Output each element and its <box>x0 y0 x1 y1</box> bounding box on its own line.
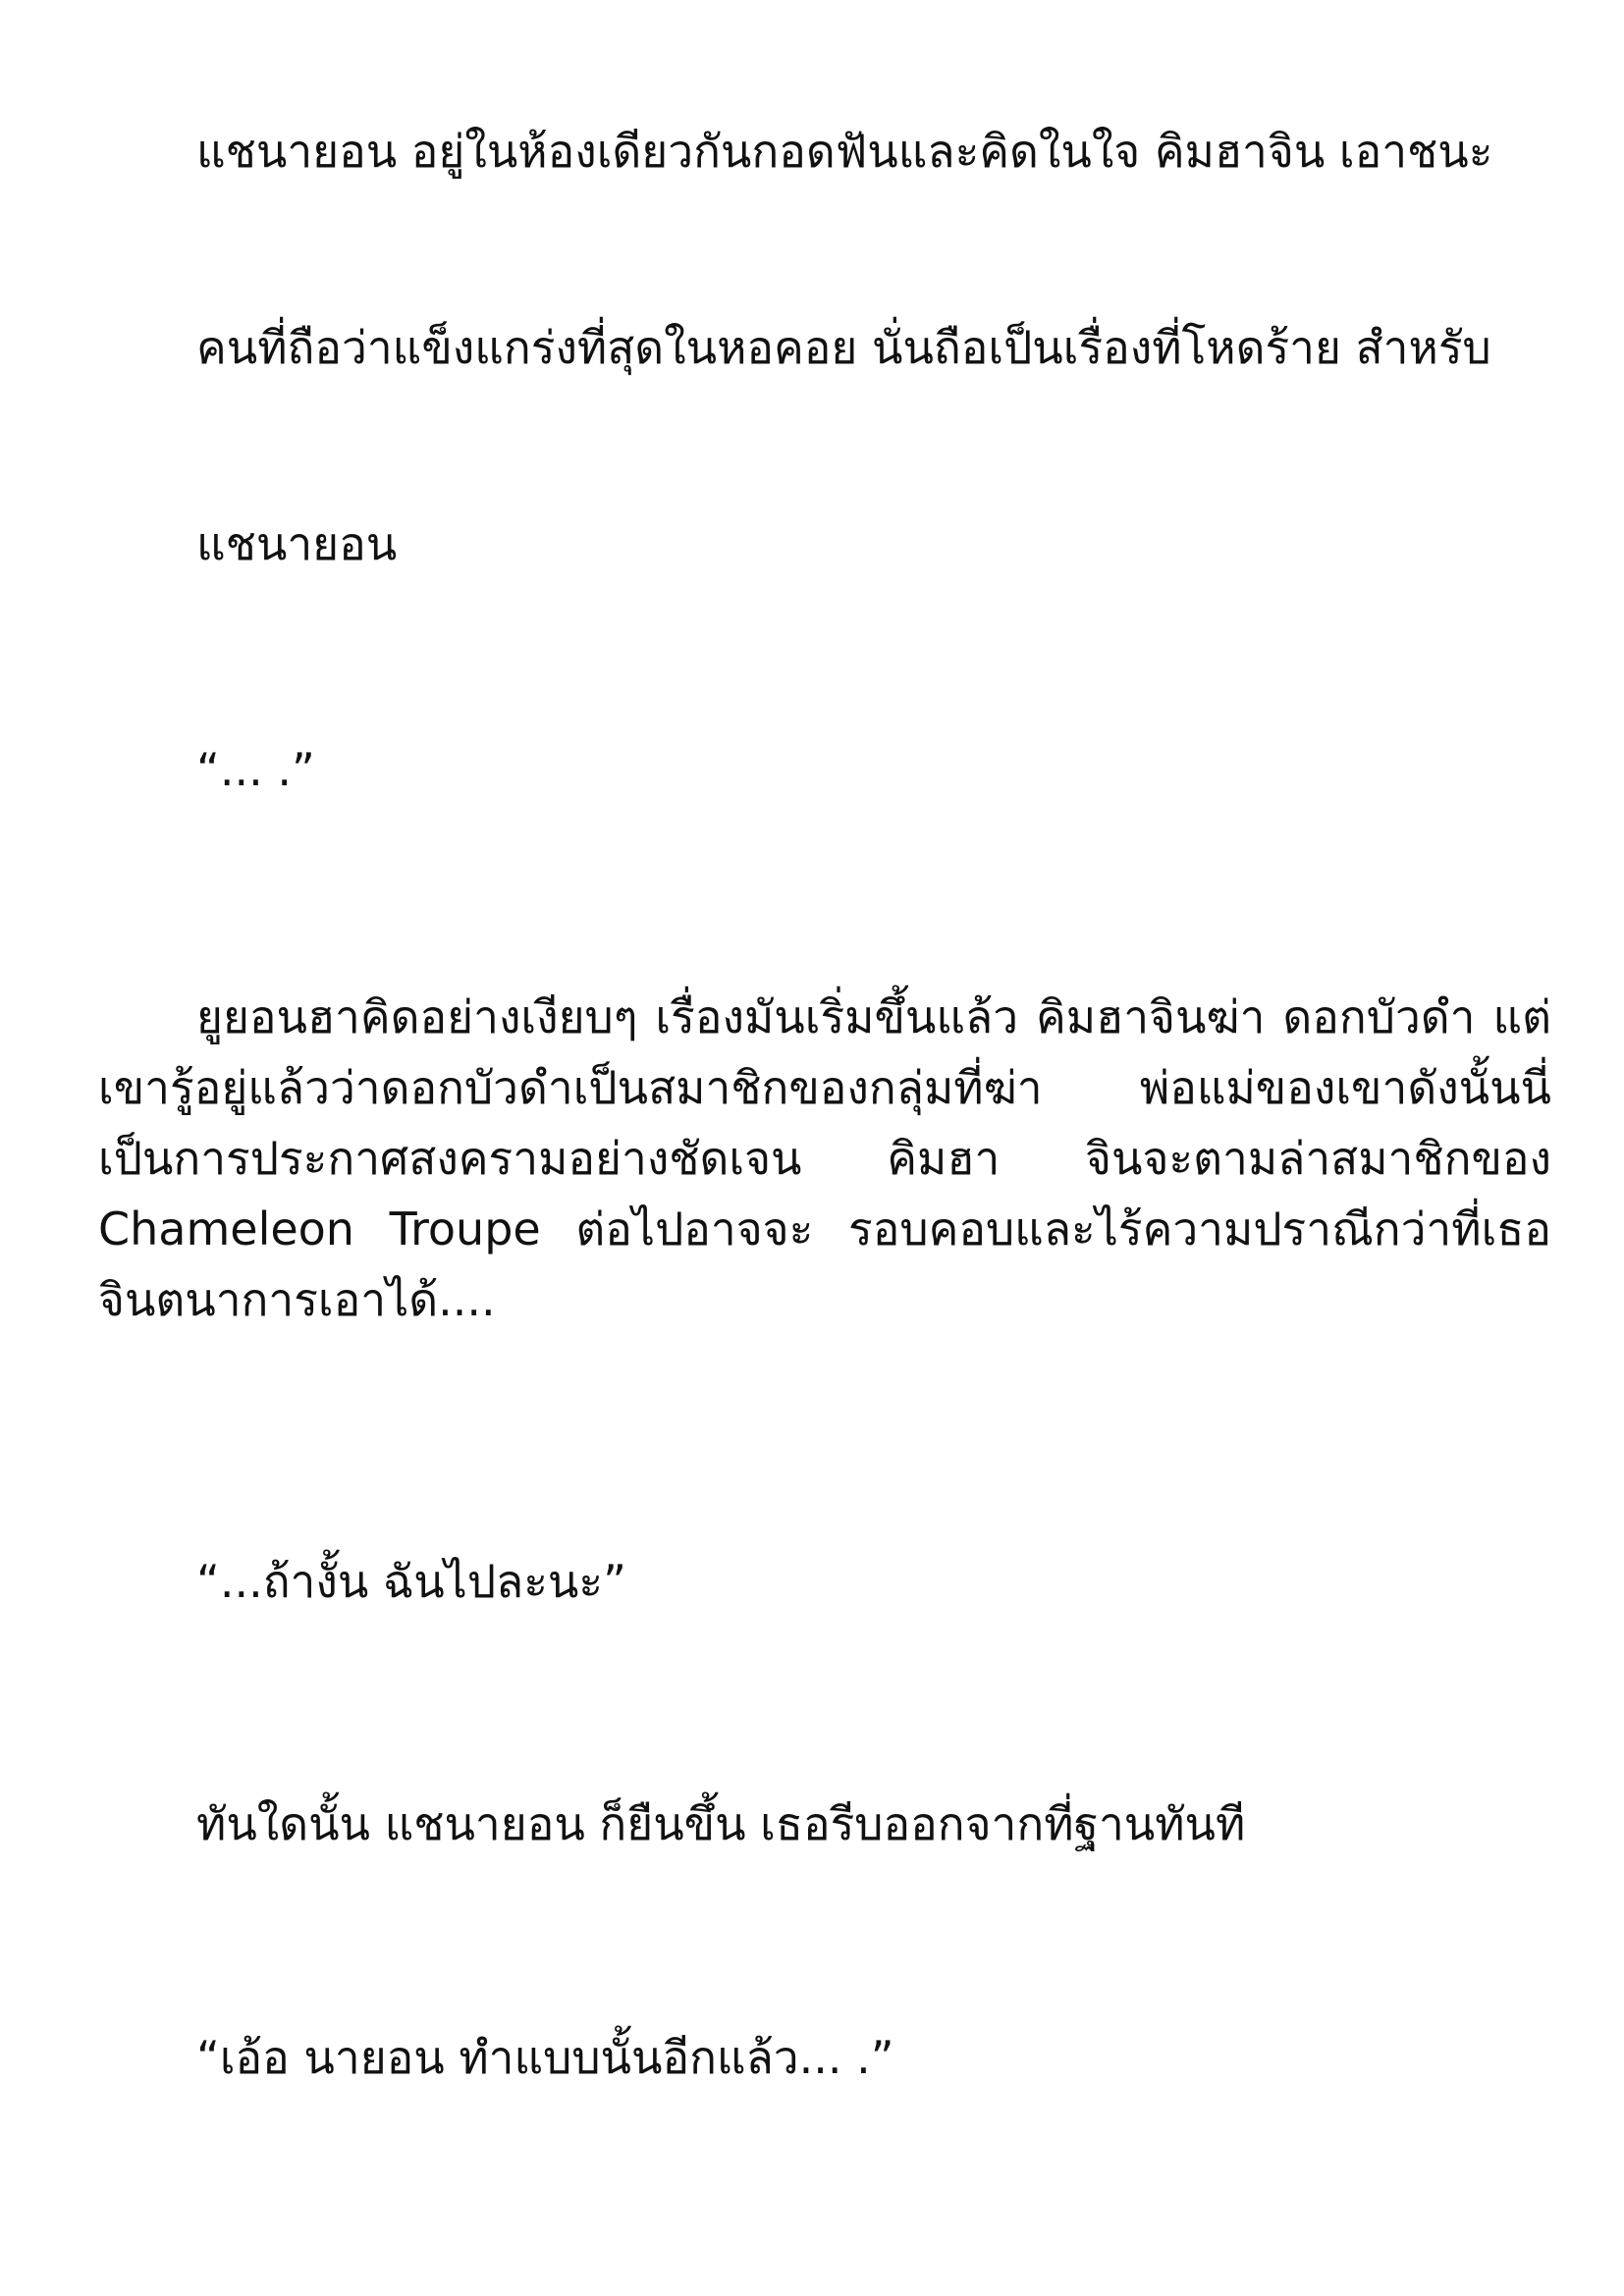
paragraph-2: คนที่ถือว่าแข็งแกร่งที่สุดในหอคอย นั่นถือเป็นเรื่องที่โหดร้าย สำหรับ <box>196 321 1491 374</box>
paragraph-5: ยูยอนฮาคิดอย่างเงียบๆ เรื่องมันเริ่มขึ้นแล้ว คิมฮาจินฆ่า ดอกบัวดำ แต่เขารู้อยู่แล้วว่าดอกบัวดำเป็นสมาชิกของกลุ่มที่ฆ่า พ่อแม่ของเขาดังนั้นนี่เป็นการประกาศสงครามอย่างชัดเจน คิมฮา จินจะตามล่าสมาชิกของ Chameleon Troupe ต่อไปอาจจะ รอบคอบและไร้ความปราณีกว่าที่เธอจินตนาการเอาได้.... <box>98 990 1551 1326</box>
paragraph-1: แชนายอน อยู่ในห้องเดียวกันกอดฟันและคิดในใจ คิมฮาจิน เอาชนะ <box>196 125 1493 178</box>
dialogue-leaving: “...ถ้างั้น ฉันไปละนะ” <box>196 1555 626 1608</box>
dialogue-ellipsis: “... .” <box>196 743 315 796</box>
paragraph-3: แชนายอน <box>196 517 398 570</box>
dialogue-again: “เอ้อ นายอน ทำแบบนั้นอีกแล้ว... .” <box>196 2031 894 2084</box>
paragraph-7: ทันใดนั้น แชนายอน ก็ยืนขึ้น เธอรีบออกจากที่ฐานทันที <box>196 1797 1246 1850</box>
